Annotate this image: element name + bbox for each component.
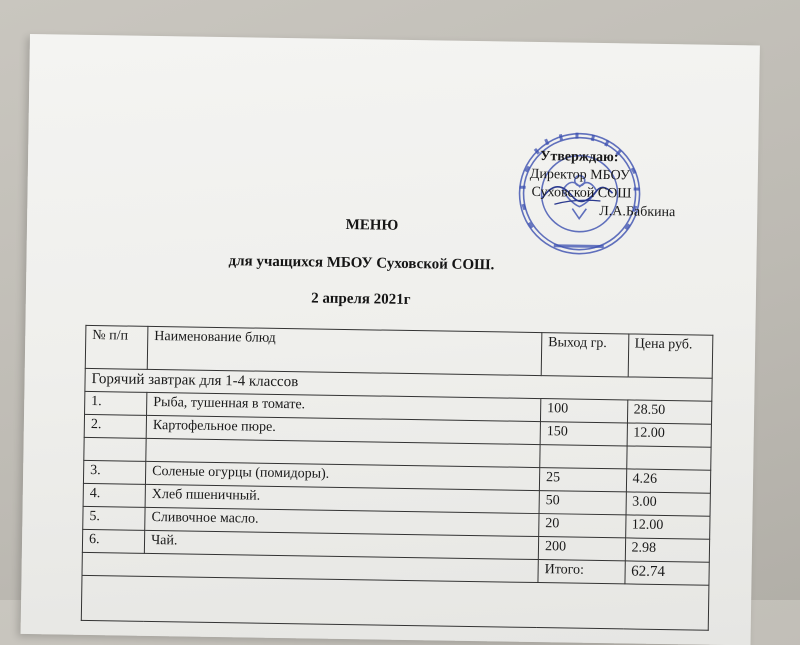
row-name: Хлеб пшеничный.: [145, 484, 539, 513]
row-name: Рыба, тушенная в томате.: [147, 392, 541, 421]
row-price: 2.98: [625, 538, 710, 562]
row-num: 1.: [85, 391, 147, 415]
row-yield: 25: [539, 468, 626, 492]
row-price: 3.00: [626, 492, 711, 516]
approval-position: Директор МБОУ: [529, 166, 630, 184]
approval-heading: Утверждаю:: [540, 149, 619, 166]
row-price: 4.26: [626, 469, 711, 493]
menu-title: МЕНЮ: [345, 216, 399, 234]
section-title: Горячий завтрак для 1-4 классов: [85, 368, 712, 401]
row-num: 4.: [83, 483, 145, 507]
row-num: 5.: [83, 506, 145, 530]
row-name: Сливочное масло.: [145, 507, 539, 536]
total-label: Итого:: [538, 560, 625, 584]
row-price: 12.00: [625, 515, 710, 539]
row-price: 28.50: [627, 400, 712, 424]
total-value: 62.74: [624, 561, 709, 585]
row-yield: 100: [540, 399, 627, 423]
row-yield: 50: [539, 491, 626, 515]
table-row-blank: [81, 575, 709, 630]
row-yield: 200: [538, 537, 625, 561]
row-name: Соленые огурцы (помидоры).: [146, 461, 540, 490]
header-name: Наименование блюд: [147, 326, 542, 375]
row-num: 2.: [84, 414, 146, 438]
row-yield: 150: [540, 422, 627, 446]
menu-table: [81, 325, 714, 631]
row-price: 12.00: [627, 423, 712, 447]
row-yield: 20: [539, 514, 626, 538]
header-num: № п/п: [85, 325, 148, 369]
row-name: Чай.: [144, 530, 538, 559]
menu-date: 2 апреля 2021г: [311, 290, 411, 309]
row-num: 6.: [82, 529, 144, 553]
header-price: Цена руб.: [628, 334, 713, 378]
menu-subtitle: для учащихся МБОУ Суховской СОШ.: [228, 253, 495, 274]
document-page: [21, 34, 760, 645]
header-yield: Выход гр.: [541, 333, 628, 377]
row-name: Картофельное пюре.: [146, 415, 540, 444]
row-num: 3.: [83, 460, 145, 484]
approval-signatory: Л.А.Бабкина: [599, 203, 676, 221]
approval-block: [529, 148, 676, 222]
approval-school: Суховской СОШ: [531, 184, 632, 202]
